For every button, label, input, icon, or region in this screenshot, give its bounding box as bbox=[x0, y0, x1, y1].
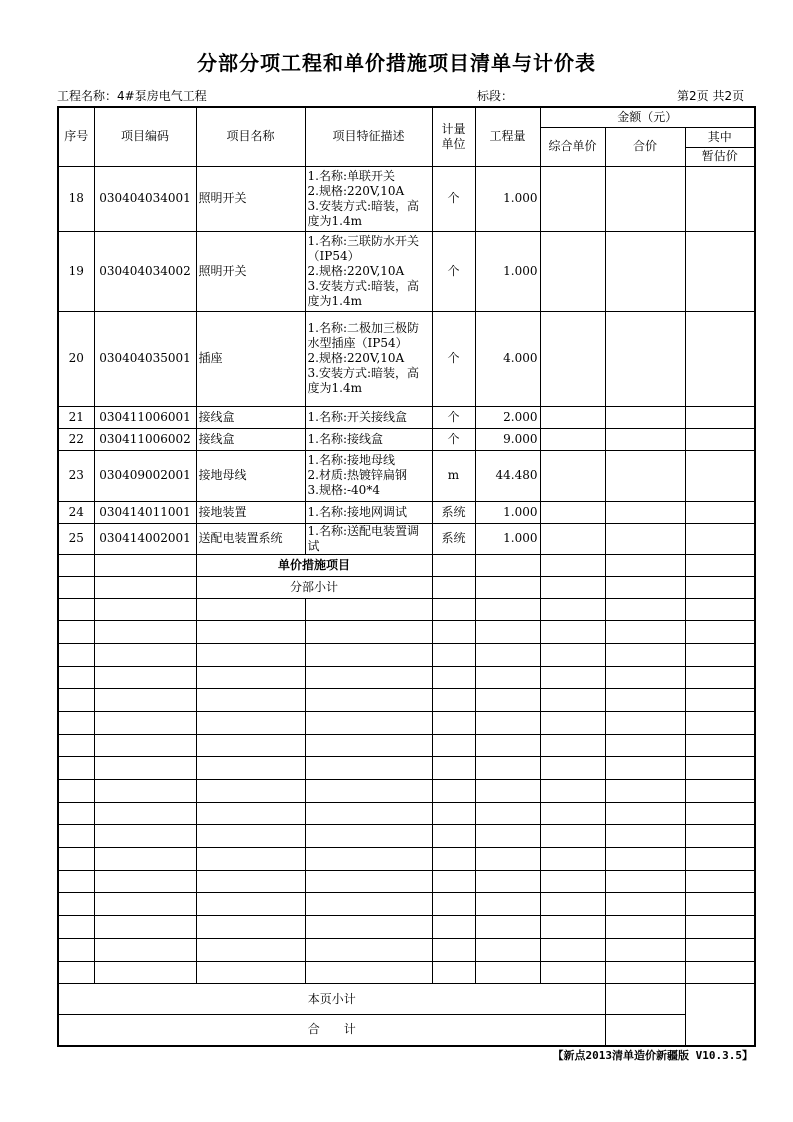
empty-cell bbox=[58, 938, 94, 961]
empty-cell bbox=[196, 893, 305, 916]
row-unit-price bbox=[540, 428, 605, 450]
empty-cell bbox=[94, 576, 196, 598]
empty-cell bbox=[94, 825, 196, 848]
row-description: 1.名称:接地母线 2.材质:热镀锌扁钢 3.规格:-40*4 bbox=[305, 450, 432, 501]
project-name: 工程名称：4#泵房电气工程 bbox=[57, 89, 207, 103]
empty-cell bbox=[58, 961, 94, 984]
empty-cell bbox=[540, 893, 605, 916]
empty-cell bbox=[685, 961, 755, 984]
row-total bbox=[605, 450, 685, 501]
empty-cell bbox=[432, 961, 475, 984]
empty-cell bbox=[58, 757, 94, 780]
row-code: 030411006001 bbox=[94, 406, 196, 428]
empty-cell bbox=[432, 893, 475, 916]
empty-cell bbox=[94, 780, 196, 803]
row-unit: 个 bbox=[432, 406, 475, 428]
empty-cell bbox=[196, 757, 305, 780]
header-provisional: 暂估价 bbox=[685, 147, 755, 166]
empty-cell bbox=[432, 938, 475, 961]
empty-cell bbox=[94, 554, 196, 576]
empty-cell bbox=[685, 554, 755, 576]
row-total bbox=[605, 406, 685, 428]
page-subtotal-label-row bbox=[58, 984, 755, 1015]
empty-cell bbox=[58, 576, 94, 598]
section-label: 标段： bbox=[477, 89, 514, 103]
header-unit: 计量 单位 bbox=[432, 107, 475, 166]
row-seq: 19 bbox=[58, 231, 94, 311]
row-unit-price bbox=[540, 231, 605, 311]
row-provisional bbox=[685, 523, 755, 554]
empty-cell bbox=[432, 802, 475, 825]
empty-cell bbox=[540, 734, 605, 757]
empty-cell bbox=[432, 711, 475, 734]
empty-cell bbox=[475, 666, 540, 689]
empty-cell bbox=[685, 757, 755, 780]
page-subtotal-label: 本页小计 bbox=[58, 984, 605, 1015]
empty-row bbox=[58, 621, 755, 644]
row-description: 1.名称:接线盒 bbox=[305, 428, 432, 450]
empty-row bbox=[58, 711, 755, 734]
empty-cell bbox=[605, 938, 685, 961]
empty-cell bbox=[605, 961, 685, 984]
empty-cell bbox=[605, 643, 685, 666]
empty-row bbox=[58, 916, 755, 939]
empty-cell bbox=[605, 802, 685, 825]
empty-cell bbox=[685, 666, 755, 689]
empty-cell bbox=[94, 938, 196, 961]
empty-row bbox=[58, 689, 755, 712]
empty-cell bbox=[475, 554, 540, 576]
row-provisional bbox=[685, 450, 755, 501]
empty-cell bbox=[475, 893, 540, 916]
row-provisional bbox=[685, 231, 755, 311]
empty-row bbox=[58, 848, 755, 871]
bill-of-quantities-table bbox=[57, 106, 756, 1047]
row-total bbox=[605, 501, 685, 523]
empty-cell bbox=[94, 689, 196, 712]
header-of-which: 其中 bbox=[685, 127, 755, 147]
empty-cell bbox=[58, 666, 94, 689]
empty-cell bbox=[94, 848, 196, 871]
row-name: 接线盒 bbox=[196, 428, 305, 450]
empty-cell bbox=[540, 848, 605, 871]
software-footer: 【新点2013清单造价新疆版 V10.3.5】 bbox=[552, 1049, 753, 1062]
empty-cell bbox=[685, 734, 755, 757]
header-seq: 序号 bbox=[58, 107, 94, 166]
row-quantity: 2.000 bbox=[475, 406, 540, 428]
empty-cell bbox=[475, 643, 540, 666]
row-description: 1.名称:单联开关 2.规格:220V,10A 3.安装方式:暗装，高度为1.4m bbox=[305, 166, 432, 231]
header-feature: 项目特征描述 bbox=[305, 107, 432, 166]
row-total bbox=[605, 166, 685, 231]
empty-cell bbox=[475, 802, 540, 825]
empty-row bbox=[58, 870, 755, 893]
empty-cell bbox=[432, 666, 475, 689]
empty-cell bbox=[685, 689, 755, 712]
row-unit: m bbox=[432, 450, 475, 501]
empty-cell bbox=[475, 848, 540, 871]
empty-cell bbox=[94, 893, 196, 916]
empty-cell bbox=[432, 576, 475, 598]
row-code: 030404035001 bbox=[94, 311, 196, 406]
empty-cell bbox=[58, 870, 94, 893]
empty-cell bbox=[605, 554, 685, 576]
empty-row bbox=[58, 825, 755, 848]
empty-cell bbox=[475, 757, 540, 780]
row-seq: 24 bbox=[58, 501, 94, 523]
row-seq: 18 bbox=[58, 166, 94, 231]
empty-cell bbox=[475, 938, 540, 961]
empty-cell bbox=[540, 666, 605, 689]
row-quantity: 1.000 bbox=[475, 501, 540, 523]
empty-row bbox=[58, 666, 755, 689]
row-description: 1.名称:二极加三极防水型插座（IP54） 2.规格:220V,10A 3.安装方式:暗装，高度为1.4m bbox=[305, 311, 432, 406]
empty-cell bbox=[305, 734, 432, 757]
row-description: 1.名称:三联防水开关（IP54） 2.规格:220V,10A 3.安装方式:暗装，高度为1.4m bbox=[305, 231, 432, 311]
empty-cell bbox=[540, 961, 605, 984]
row-unit-price bbox=[540, 523, 605, 554]
empty-cell bbox=[305, 870, 432, 893]
empty-cell bbox=[540, 598, 605, 621]
row-seq: 22 bbox=[58, 428, 94, 450]
row-description: 1.名称:开关接线盒 bbox=[305, 406, 432, 428]
row-description: 1.名称:接地网调试 bbox=[305, 501, 432, 523]
row-unit: 系统 bbox=[432, 501, 475, 523]
empty-cell bbox=[685, 893, 755, 916]
empty-cell bbox=[305, 643, 432, 666]
empty-cell bbox=[196, 643, 305, 666]
empty-cell bbox=[475, 961, 540, 984]
subtotal-label: 分部小计 bbox=[196, 576, 432, 598]
header-name: 项目名称 bbox=[196, 107, 305, 166]
empty-cell bbox=[58, 689, 94, 712]
empty-cell bbox=[540, 643, 605, 666]
row-unit-price bbox=[540, 450, 605, 501]
empty-cell bbox=[432, 554, 475, 576]
empty-cell bbox=[540, 689, 605, 712]
empty-cell bbox=[540, 757, 605, 780]
row-code: 030414011001 bbox=[94, 501, 196, 523]
empty-cell bbox=[685, 938, 755, 961]
empty-cell bbox=[305, 961, 432, 984]
row-name: 送配电装置系统 bbox=[196, 523, 305, 554]
empty-cell bbox=[605, 916, 685, 939]
empty-row bbox=[58, 893, 755, 916]
empty-cell bbox=[540, 554, 605, 576]
empty-row bbox=[58, 961, 755, 984]
row-provisional bbox=[685, 166, 755, 231]
table-row bbox=[58, 523, 755, 554]
empty-cell bbox=[196, 870, 305, 893]
row-code: 030404034001 bbox=[94, 166, 196, 231]
empty-cell bbox=[605, 1015, 685, 1046]
table-row bbox=[58, 428, 755, 450]
empty-cell bbox=[58, 621, 94, 644]
empty-row bbox=[58, 802, 755, 825]
empty-cell bbox=[685, 870, 755, 893]
empty-cell bbox=[605, 893, 685, 916]
empty-cell bbox=[196, 825, 305, 848]
empty-cell bbox=[58, 916, 94, 939]
empty-cell bbox=[94, 643, 196, 666]
table-row bbox=[58, 406, 755, 428]
empty-cell bbox=[475, 734, 540, 757]
empty-cell bbox=[305, 621, 432, 644]
empty-cell bbox=[685, 916, 755, 939]
row-total bbox=[605, 523, 685, 554]
row-unit-price bbox=[540, 166, 605, 231]
empty-cell bbox=[58, 848, 94, 871]
table-row bbox=[58, 450, 755, 501]
row-name: 接地母线 bbox=[196, 450, 305, 501]
row-unit-price bbox=[540, 501, 605, 523]
table-row bbox=[58, 166, 755, 231]
empty-cell bbox=[94, 711, 196, 734]
row-unit: 个 bbox=[432, 166, 475, 231]
empty-cell bbox=[475, 870, 540, 893]
empty-cell bbox=[58, 825, 94, 848]
empty-cell bbox=[685, 825, 755, 848]
empty-cell bbox=[58, 554, 94, 576]
row-unit-price bbox=[540, 406, 605, 428]
empty-cell bbox=[94, 916, 196, 939]
empty-row bbox=[58, 780, 755, 803]
empty-cell bbox=[540, 576, 605, 598]
empty-cell bbox=[605, 984, 685, 1015]
row-quantity: 9.000 bbox=[475, 428, 540, 450]
empty-cell bbox=[605, 780, 685, 803]
empty-cell bbox=[432, 734, 475, 757]
row-description: 1.名称:送配电装置调试 bbox=[305, 523, 432, 554]
empty-cell bbox=[196, 734, 305, 757]
row-quantity: 4.000 bbox=[475, 311, 540, 406]
row-code: 030409002001 bbox=[94, 450, 196, 501]
empty-cell bbox=[540, 780, 605, 803]
empty-cell bbox=[605, 711, 685, 734]
table-row bbox=[58, 311, 755, 406]
empty-cell bbox=[196, 780, 305, 803]
empty-cell bbox=[540, 938, 605, 961]
empty-cell bbox=[305, 598, 432, 621]
empty-cell bbox=[685, 576, 755, 598]
empty-cell bbox=[196, 802, 305, 825]
empty-cell bbox=[540, 916, 605, 939]
empty-cell bbox=[196, 916, 305, 939]
row-unit: 个 bbox=[432, 311, 475, 406]
empty-cell bbox=[432, 757, 475, 780]
empty-cell bbox=[685, 848, 755, 871]
row-name: 照明开关 bbox=[196, 166, 305, 231]
empty-cell bbox=[475, 711, 540, 734]
empty-cell bbox=[196, 666, 305, 689]
empty-cell bbox=[605, 734, 685, 757]
empty-cell bbox=[94, 666, 196, 689]
row-provisional bbox=[685, 501, 755, 523]
empty-cell bbox=[94, 870, 196, 893]
empty-cell bbox=[432, 848, 475, 871]
empty-cell bbox=[605, 870, 685, 893]
empty-cell bbox=[196, 848, 305, 871]
empty-cell bbox=[605, 825, 685, 848]
table-row bbox=[58, 501, 755, 523]
empty-cell bbox=[58, 780, 94, 803]
empty-cell bbox=[432, 643, 475, 666]
empty-cell bbox=[475, 576, 540, 598]
row-seq: 20 bbox=[58, 311, 94, 406]
empty-cell bbox=[58, 711, 94, 734]
empty-cell bbox=[475, 621, 540, 644]
empty-cell bbox=[540, 711, 605, 734]
row-provisional bbox=[685, 311, 755, 406]
empty-cell bbox=[540, 870, 605, 893]
empty-row bbox=[58, 734, 755, 757]
empty-cell bbox=[475, 598, 540, 621]
empty-cell bbox=[432, 870, 475, 893]
row-name: 接线盒 bbox=[196, 406, 305, 428]
row-total bbox=[605, 311, 685, 406]
row-seq: 25 bbox=[58, 523, 94, 554]
row-quantity: 44.480 bbox=[475, 450, 540, 501]
row-provisional bbox=[685, 428, 755, 450]
row-total bbox=[605, 231, 685, 311]
empty-cell bbox=[605, 598, 685, 621]
row-name: 接地装置 bbox=[196, 501, 305, 523]
empty-cell bbox=[540, 802, 605, 825]
empty-cell bbox=[305, 802, 432, 825]
empty-cell bbox=[94, 802, 196, 825]
header-amount: 金额（元） bbox=[540, 107, 755, 127]
empty-cell bbox=[605, 757, 685, 780]
empty-cell bbox=[305, 666, 432, 689]
empty-cell bbox=[305, 825, 432, 848]
empty-cell bbox=[305, 757, 432, 780]
row-quantity: 1.000 bbox=[475, 523, 540, 554]
row-unit: 系统 bbox=[432, 523, 475, 554]
empty-row bbox=[58, 598, 755, 621]
empty-cell bbox=[432, 825, 475, 848]
empty-cell bbox=[196, 621, 305, 644]
empty-cell bbox=[305, 711, 432, 734]
empty-cell bbox=[94, 598, 196, 621]
empty-row bbox=[58, 938, 755, 961]
row-unit: 个 bbox=[432, 231, 475, 311]
empty-cell bbox=[58, 598, 94, 621]
page-title: 分部分项工程和单价措施项目清单与计价表 bbox=[197, 51, 596, 75]
empty-cell bbox=[305, 893, 432, 916]
empty-cell bbox=[305, 780, 432, 803]
empty-cell bbox=[196, 938, 305, 961]
header-code: 项目编码 bbox=[94, 107, 196, 166]
empty-row bbox=[58, 643, 755, 666]
empty-cell bbox=[605, 666, 685, 689]
empty-cell bbox=[58, 893, 94, 916]
row-unit: 个 bbox=[432, 428, 475, 450]
empty-cell bbox=[540, 621, 605, 644]
empty-cell bbox=[432, 916, 475, 939]
row-name: 照明开关 bbox=[196, 231, 305, 311]
empty-cell bbox=[94, 757, 196, 780]
row-seq: 21 bbox=[58, 406, 94, 428]
empty-cell bbox=[605, 576, 685, 598]
empty-cell bbox=[305, 938, 432, 961]
empty-cell bbox=[432, 621, 475, 644]
empty-cell bbox=[475, 825, 540, 848]
row-total bbox=[605, 428, 685, 450]
empty-cell bbox=[432, 780, 475, 803]
grand-total-label-row bbox=[58, 1015, 755, 1046]
table-row bbox=[58, 231, 755, 311]
empty-cell bbox=[605, 621, 685, 644]
empty-cell bbox=[685, 643, 755, 666]
empty-cell bbox=[685, 621, 755, 644]
row-code: 030414002001 bbox=[94, 523, 196, 554]
measures-label-row bbox=[58, 554, 755, 576]
empty-cell bbox=[94, 961, 196, 984]
page-number: 第2页 共2页 bbox=[677, 89, 745, 103]
empty-cell bbox=[605, 848, 685, 871]
grand-total-label: 合 计 bbox=[58, 1015, 605, 1046]
empty-cell bbox=[685, 802, 755, 825]
row-quantity: 1.000 bbox=[475, 231, 540, 311]
empty-cell bbox=[58, 802, 94, 825]
row-provisional bbox=[685, 406, 755, 428]
header-qty: 工程量 bbox=[475, 107, 540, 166]
header-total: 合价 bbox=[605, 127, 685, 166]
empty-cell bbox=[196, 711, 305, 734]
empty-cell bbox=[685, 598, 755, 621]
empty-cell bbox=[685, 711, 755, 734]
empty-cell bbox=[305, 916, 432, 939]
empty-cell bbox=[58, 734, 94, 757]
row-quantity: 1.000 bbox=[475, 166, 540, 231]
row-seq: 23 bbox=[58, 450, 94, 501]
empty-cell bbox=[196, 961, 305, 984]
empty-cell bbox=[94, 734, 196, 757]
header-unit-price: 综合单价 bbox=[540, 127, 605, 166]
empty-cell bbox=[305, 689, 432, 712]
empty-cell bbox=[432, 598, 475, 621]
row-name: 插座 bbox=[196, 311, 305, 406]
empty-cell bbox=[432, 689, 475, 712]
empty-cell bbox=[475, 689, 540, 712]
empty-cell bbox=[475, 780, 540, 803]
empty-cell bbox=[305, 848, 432, 871]
empty-cell bbox=[58, 643, 94, 666]
empty-row bbox=[58, 757, 755, 780]
empty-cell bbox=[685, 780, 755, 803]
empty-cell bbox=[196, 598, 305, 621]
measures-label: 单价措施项目 bbox=[196, 554, 432, 576]
empty-cell bbox=[475, 916, 540, 939]
row-code: 030404034002 bbox=[94, 231, 196, 311]
empty-cell bbox=[605, 689, 685, 712]
empty-cell bbox=[94, 621, 196, 644]
row-unit-price bbox=[540, 311, 605, 406]
empty-cell bbox=[196, 689, 305, 712]
subtotal-label-row bbox=[58, 576, 755, 598]
empty-cell bbox=[540, 825, 605, 848]
row-code: 030411006002 bbox=[94, 428, 196, 450]
